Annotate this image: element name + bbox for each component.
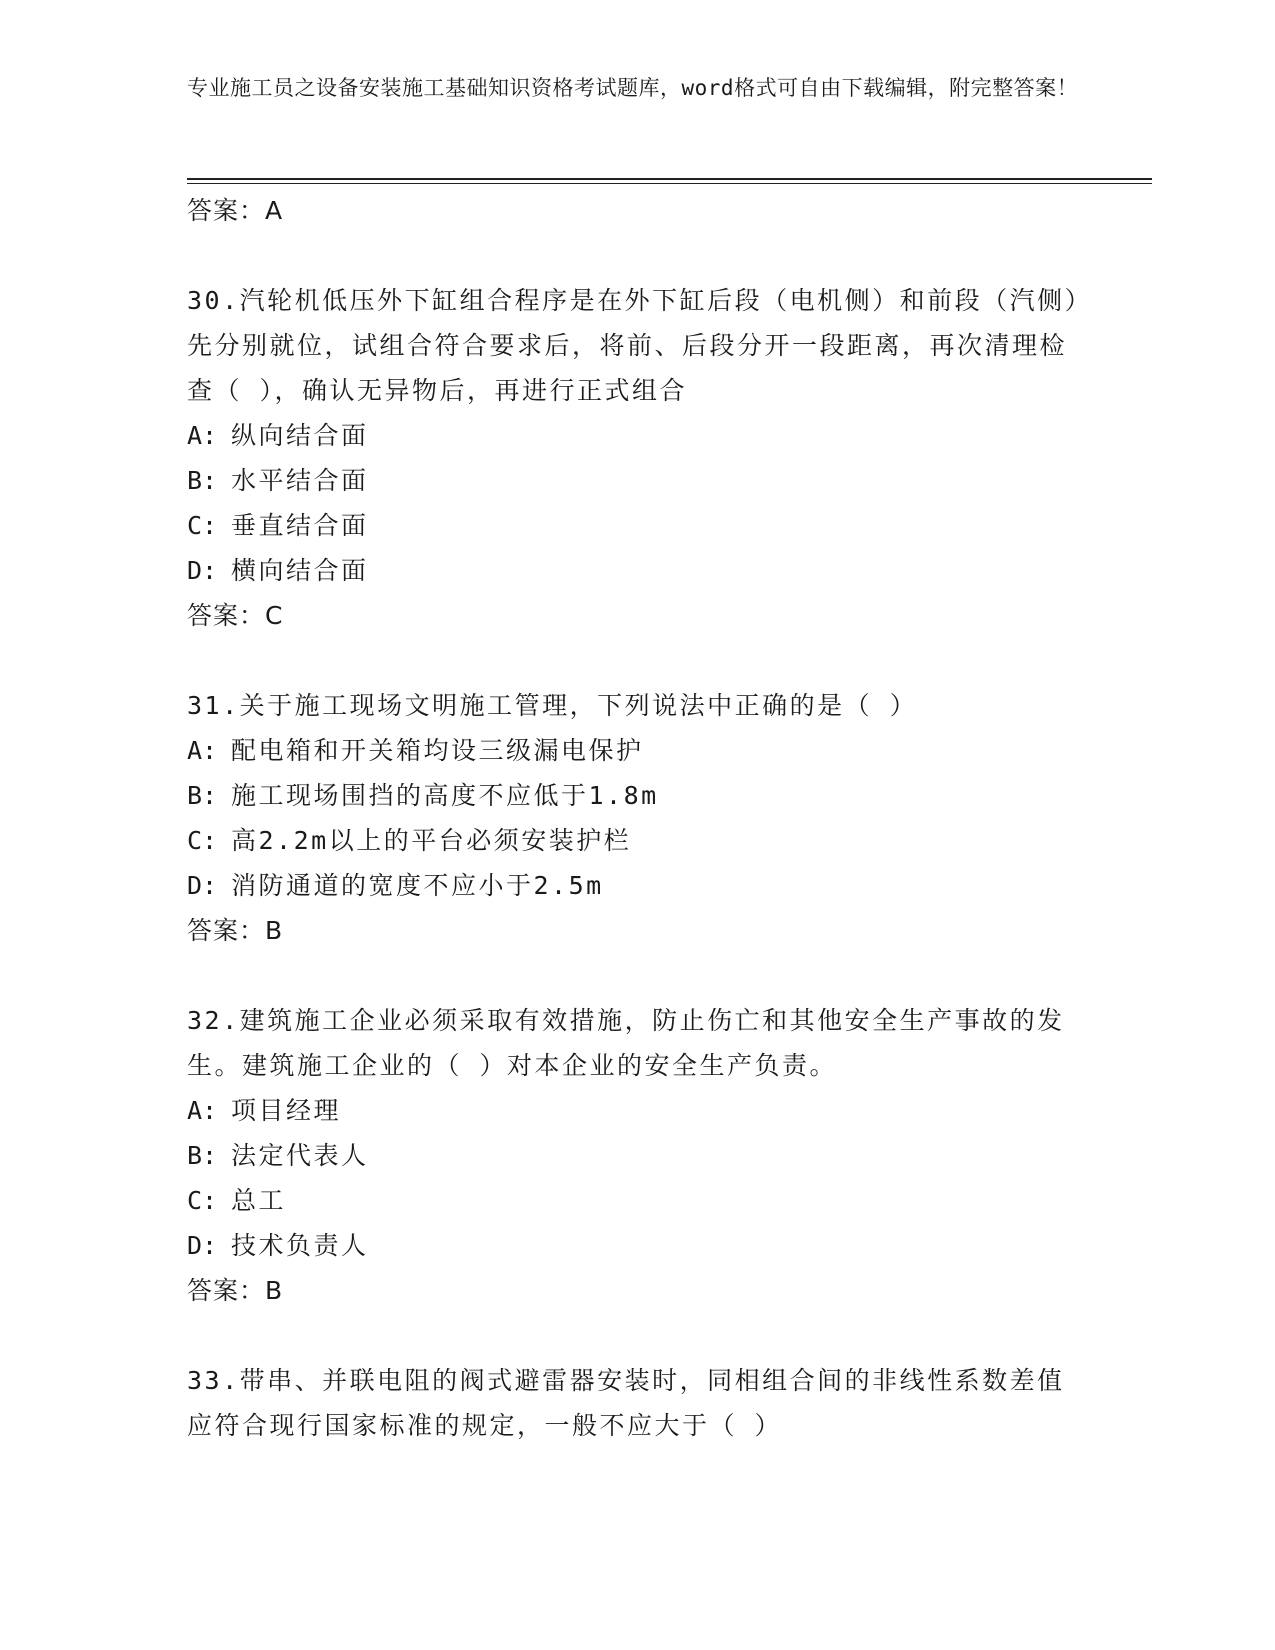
option-text: 总工: [231, 1186, 287, 1215]
option-text: 垂直结合面: [231, 511, 369, 540]
question-text: 30.汽轮机低压外下缸组合程序是在外下缸后段（电机侧）和前段（汽侧）先分别就位，试组合符合要求后，将前、后段分开一段距离，再次清理检查（ ），确认无异物后，再进行正式组合: [187, 286, 1080, 405]
option-b: [187, 1133, 1087, 1178]
option-d: [187, 863, 1087, 908]
option-text: 高2.2m以上的平台必须安装护栏: [231, 826, 632, 855]
option-key: B:: [187, 1141, 218, 1170]
option-d: [187, 1223, 1087, 1268]
option-d: [187, 548, 1087, 593]
option-text: 消防通道的宽度不应小于2.5m: [231, 871, 604, 900]
answer-line: 答案：B: [187, 1276, 284, 1305]
question-text: 31.关于施工现场文明施工管理，下列说法中正确的是（ ）: [187, 691, 918, 720]
option-text: 法定代表人: [231, 1141, 369, 1170]
answer-line: 答案：C: [187, 601, 284, 630]
option-text: 水平结合面: [231, 466, 369, 495]
option-b: [187, 458, 1087, 503]
option-text: 技术负责人: [231, 1231, 369, 1260]
header-divider-thin: [187, 183, 1152, 184]
option-key: A:: [187, 1096, 218, 1125]
question-text: 33.带串、并联电阻的阀式避雷器安装时，同相组合间的非线性系数差值应符合现行国家标准的规定，一般不应大于（ ）: [187, 1366, 1065, 1440]
header-divider-thick: [187, 178, 1152, 180]
option-text: 项目经理: [231, 1096, 342, 1125]
option-a: [187, 1088, 1087, 1133]
option-key: D:: [187, 871, 218, 900]
option-a: [187, 413, 1087, 458]
question-30: [187, 278, 1087, 638]
header-text: 专业施工员之设备安装施工基础知识资格考试题库，word格式可自由下载编辑，附完整答案！: [187, 76, 1079, 100]
option-text: 施工现场围挡的高度不应低于1.8m: [231, 781, 659, 810]
option-text: 横向结合面: [231, 556, 369, 585]
question-31: [187, 683, 1087, 953]
option-a: [187, 728, 1087, 773]
option-key: B:: [187, 466, 218, 495]
option-c: [187, 503, 1087, 548]
option-b: [187, 773, 1087, 818]
document-header: [187, 72, 1087, 105]
option-key: A:: [187, 736, 218, 765]
option-c: [187, 1178, 1087, 1223]
option-key: A:: [187, 421, 218, 450]
answer-line: 答案：B: [187, 916, 284, 945]
question-33: [187, 1358, 1087, 1448]
option-key: D:: [187, 556, 218, 585]
option-key: C:: [187, 1186, 218, 1215]
option-key: C:: [187, 826, 218, 855]
question-32: [187, 998, 1087, 1313]
option-text: 配电箱和开关箱均设三级漏电保护: [231, 736, 644, 765]
question-list: [187, 188, 1087, 1448]
option-key: D:: [187, 1231, 218, 1260]
option-key: C:: [187, 511, 218, 540]
option-key: B:: [187, 781, 218, 810]
option-text: 纵向结合面: [231, 421, 369, 450]
question-text: 32.建筑施工企业必须采取有效措施，防止伤亡和其他安全生产事故的发生。建筑施工企业的（ ）对本企业的安全生产负责。: [187, 1006, 1065, 1080]
option-c: [187, 818, 1087, 863]
answer-line: 答案：A: [187, 196, 284, 225]
